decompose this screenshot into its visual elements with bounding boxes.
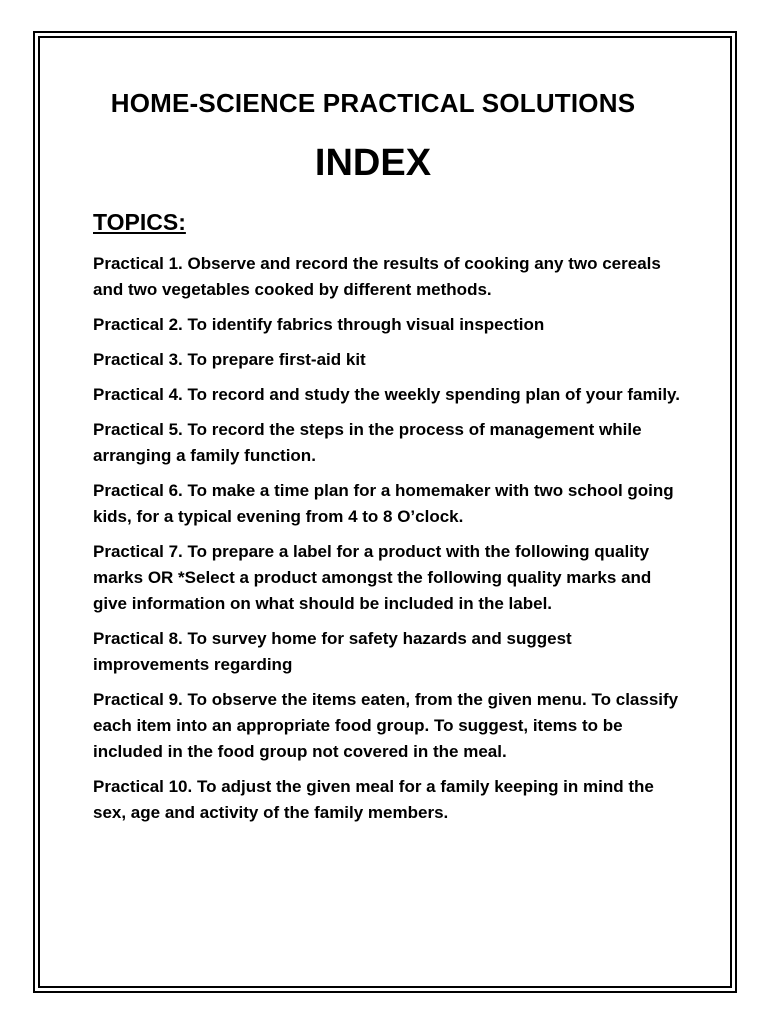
practical-list	[93, 251, 683, 835]
practical-item-9: Practical 9. To observe the items eaten, from the given menu. To classify each item into an appropriate food group. To suggest, items to be included in the food group not covered in the meal.	[93, 690, 679, 761]
practical-item-3: Practical 3. To prepare first-aid kit	[93, 350, 366, 369]
practical-item-4: Practical 4. To record and study the weekly spending plan of your family.	[93, 385, 680, 404]
topics-heading: TOPICS:	[93, 209, 186, 235]
practical-item-2: Practical 2. To identify fabrics through visual inspection	[93, 315, 545, 334]
practical-item-1: Practical 1. Observe and record the results of cooking any two cereals and two vegetables cooked by different methods.	[93, 254, 661, 299]
practical-item-5: Practical 5. To record the steps in the process of management while arranging a family function.	[93, 420, 642, 465]
practical-item-8: Practical 8. To survey home for safety hazards and suggest improvements regarding	[93, 629, 572, 674]
practical-item-7: Practical 7. To prepare a label for a product with the following quality marks OR *Select a product amongst the following quality marks and give information on what should be included in the label.	[93, 542, 652, 613]
practical-item-6: Practical 6. To make a time plan for a homemaker with two school going kids, for a typical evening from 4 to 8 O’clock.	[93, 481, 674, 526]
document-title: HOME-SCIENCE PRACTICAL SOLUTIONS	[110, 88, 636, 118]
index-heading: INDEX	[314, 142, 432, 184]
practical-item-10: Practical 10. To adjust the given meal for a family keeping in mind the sex, age and activity of the family members.	[93, 777, 654, 822]
